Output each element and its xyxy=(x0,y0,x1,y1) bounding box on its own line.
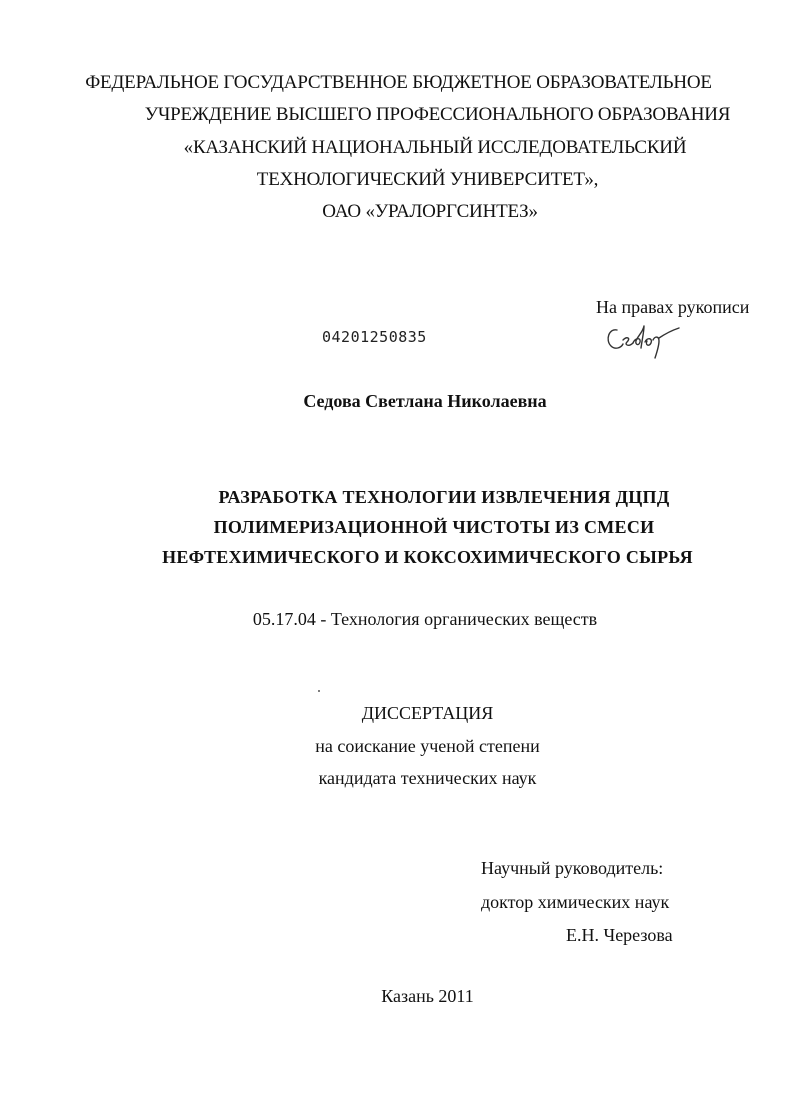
document-id: 04201250835 xyxy=(322,328,427,346)
dissertation-title-line-3: НЕФТЕХИМИЧЕСКОГО И КОКСОХИМИЧЕСКОГО СЫРЬЯ xyxy=(162,547,693,567)
supervisor-name: Е.Н. Черезова xyxy=(566,925,673,945)
dissertation-purpose: на соискание ученой степени xyxy=(315,736,540,756)
author-name: Седова Светлана Николаевна xyxy=(303,391,547,411)
dissertation-title-line-1: РАЗРАБОТКА ТЕХНОЛОГИИ ИЗВЛЕЧЕНИЯ ДЦПД xyxy=(218,487,670,507)
supervisor-degree: доктор химических наук xyxy=(481,892,670,912)
dissertation-degree: кандидата технических наук xyxy=(318,768,537,788)
scan-speck xyxy=(318,690,320,692)
organization-line-5: ОАО «УРАЛОРГСИНТЕЗ» xyxy=(322,201,538,222)
dissertation-type: ДИССЕРТАЦИЯ xyxy=(361,703,494,723)
organization-line-1: ФЕДЕРАЛЬНОЕ ГОСУДАРСТВЕННОЕ БЮДЖЕТНОЕ ОБРАЗОВАТЕЛЬНОЕ xyxy=(85,72,712,93)
manuscript-note: На правах рукописи xyxy=(596,297,750,317)
city-year: Казань 2011 xyxy=(381,986,474,1006)
supervisor-label: Научный руководитель: xyxy=(481,858,664,878)
specialty-code: 05.17.04 - Технология органических веществ xyxy=(252,609,598,629)
organization-line-4: ТЕХНОЛОГИЧЕСКИЙ УНИВЕРСИТЕТ», xyxy=(256,169,599,190)
organization-line-3: «КАЗАНСКИЙ НАЦИОНАЛЬНЫЙ ИССЛЕДОВАТЕЛЬСКИЙ xyxy=(183,137,687,158)
organization-line-2: УЧРЕЖДЕНИЕ ВЫСШЕГО ПРОФЕССИОНАЛЬНОГО ОБРАЗОВАНИЯ xyxy=(144,104,731,125)
dissertation-title-line-2: ПОЛИМЕРИЗАЦИОННОЙ ЧИСТОТЫ ИЗ СМЕСИ xyxy=(213,517,655,537)
handwritten-signature xyxy=(603,318,681,360)
